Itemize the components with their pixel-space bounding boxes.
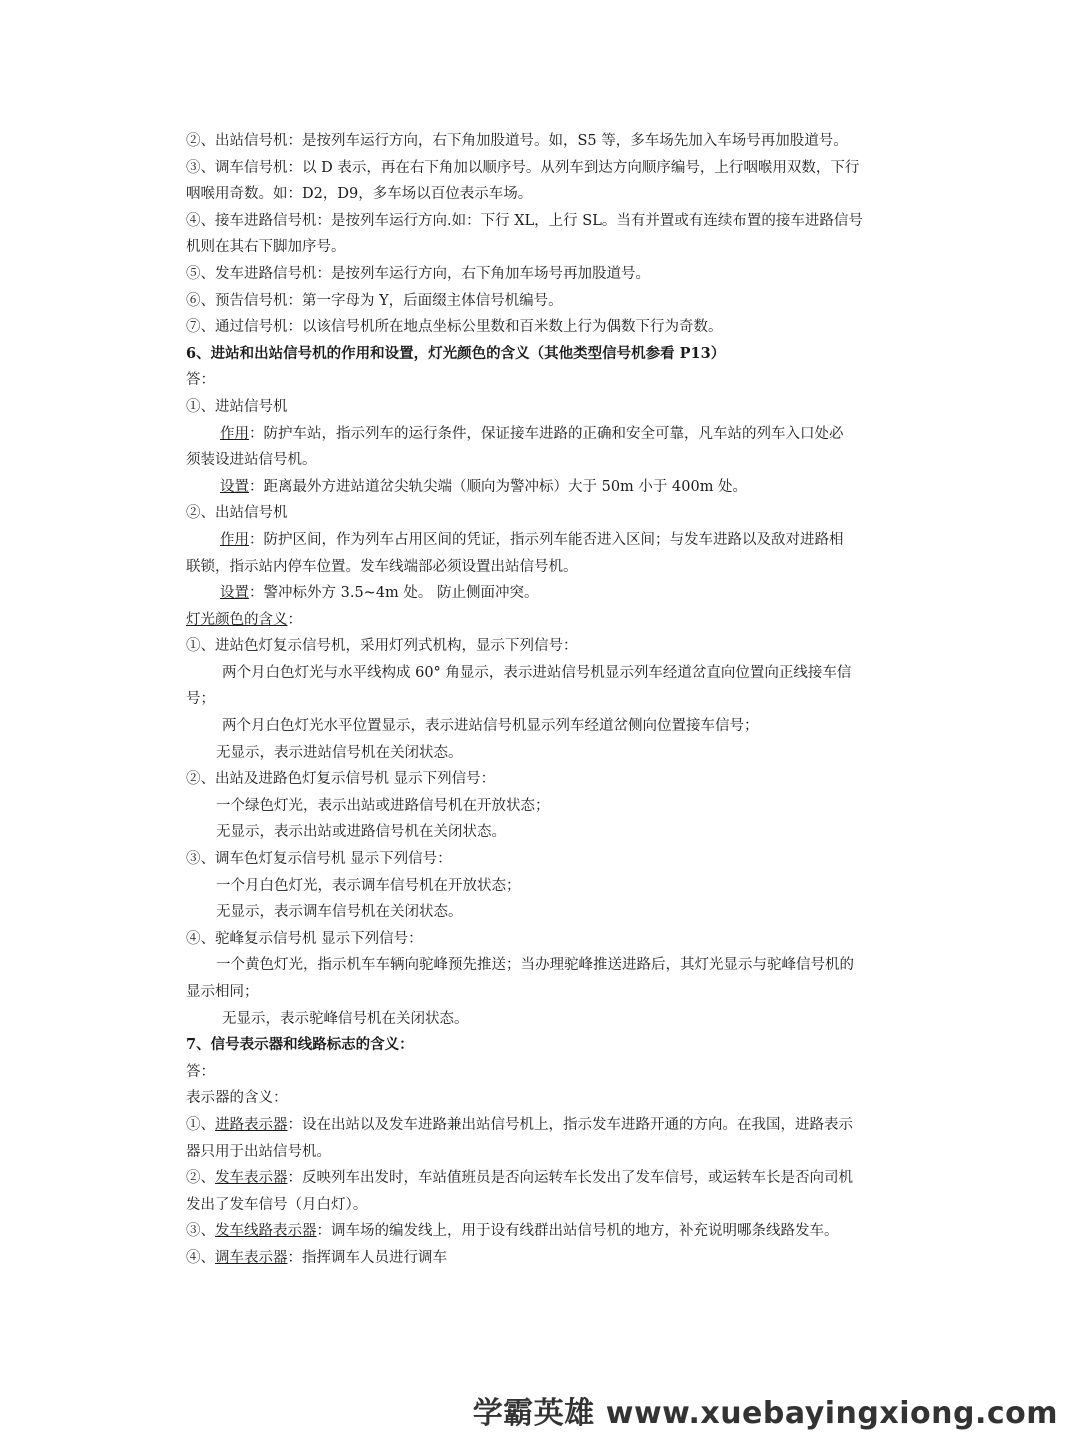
text-line: 发出了发车信号（月白灯）。 [186,1196,368,1213]
departure-track-indicator [186,1218,901,1245]
watermark: 学霸英雄 www.xuebayingxiong.com [472,1396,1058,1431]
question-7-heading: 7、信号表示器和线路标志的含义： [186,1036,414,1054]
item-number: ①、 [186,1116,215,1133]
entry-signal-setting [186,474,901,501]
exit-signal-function [186,527,901,554]
term-label: 调车表示器 [215,1249,288,1266]
text-line: 一个绿色灯光，表示出站或进路信号机在开放状态； [216,797,550,814]
light-meaning-heading [186,607,901,634]
exit-signal-title: ②、出站信号机 [186,505,288,522]
term-text: ：指挥调车人员进行调车 [287,1249,447,1266]
text-line: 两个月白色灯光与水平线构成 60° 角显示，表示进站信号机显示列车经道岔直向位置向正线接车信 [222,664,852,681]
text-line: ②、出站及进路色灯复示信号机 显示下列信号： [186,771,496,788]
text-line: 无显示，表示调车信号机在关闭状态。 [216,904,463,921]
route-indicator [186,1112,901,1139]
text-line: 机则在其右下脚加序号。 [186,239,346,256]
shunting-indicator [186,1245,901,1272]
setting-text: ：距离最外方进站道岔尖轨尖端（顺向为警冲标）大于 50m 小于 400m 处。 [249,478,748,495]
term-label: 进路表示器 [215,1116,288,1133]
term-label: 发车线路表示器 [215,1223,317,1240]
function-text: ：防护车站，指示列车的运行条件，保证接车进路的正确和安全可靠，凡车站的列车入口处必 [249,425,844,442]
answer-label: 答： [186,1063,215,1080]
text-line: ①、进站色灯复示信号机，采用灯列式机构，显示下列信号： [186,638,578,655]
item-number: ④、 [186,1249,215,1266]
term-label: 发车表示器 [215,1170,288,1187]
item-number: ②、 [186,1170,215,1187]
term-text: ：设在出站以及发车进路兼出站信号机上，指示发车进路开通的方向。在我国，进路表示 [287,1116,853,1133]
text-line: ③、调车色灯复示信号机 显示下列信号： [186,851,452,868]
text-line: 两个月白色灯光水平位置显示，表示进站信号机显示列车经道岔侧向位置接车信号； [222,718,759,735]
function-label: 作用 [220,531,249,548]
text-line: 号； [186,691,215,708]
colon: ： [287,611,302,628]
indicator-meaning-title: 表示器的含义： [186,1090,288,1107]
text-line: ⑤、发车进路信号机：是按列车运行方向，右下角加车场号再加股道号。 [186,265,650,282]
text-line: ④、驼峰复示信号机 显示下列信号： [186,930,423,947]
text-line: 一个黄色灯光，指示机车车辆向驼峰预先推送；当办理驼峰推送进路后，其灯光显示与驼峰信号机的 [216,957,854,974]
text-line: 一个月白色灯光，表示调车信号机在开放状态； [216,877,521,894]
document-body [186,128,901,1272]
text-line: ②、出站信号机：是按列车运行方向，右下角加股道号。如，S5 等，多车场先加入车场号再加股道号。 [186,133,848,149]
exit-signal-setting [186,580,901,607]
text-line: 须装设进站信号机。 [186,452,317,469]
question-6-heading: 6、进站和出站信号机的作用和设置，灯光颜色的含义（其他类型信号机参看 P13） [186,344,726,362]
answer-label: 答： [186,372,215,389]
text-line: 联锁，指示站内停车位置。发车线端部必须设置出站信号机。 [186,558,578,575]
function-label: 作用 [220,425,249,442]
function-text: ：防护区间，作为列车占用区间的凭证，指示列车能否进入区间；与发车进路以及敌对进路相 [249,531,844,548]
text-line: ③、调车信号机：以 D 表示，再在右下角加以顺序号。从列车到达方向顺序编号，上行咽喉用双数，下行 [186,159,860,176]
item-number: ③、 [186,1223,215,1240]
setting-text: ：警冲标外方 3.5~4m 处。 防止侧面冲突。 [249,585,539,602]
light-meaning-label: 灯光颜色的含义 [186,611,288,628]
text-line: 咽喉用奇数。如：D2，D9，多车场以百位表示车场。 [186,186,533,203]
term-text: ：调车场的编发线上，用于设有线群出站信号机的地方，补充说明哪条线路发车。 [316,1223,839,1240]
entry-signal-title: ①、进站信号机 [186,398,288,415]
term-text: ：反映列车出发时，车站值班员是否向运转车长发出了发车信号，或运转车长是否向司机 [287,1170,853,1187]
text-line: 无显示，表示驼峰信号机在关闭状态。 [222,1010,469,1027]
text-line: 无显示，表示进站信号机在关闭状态。 [216,744,463,761]
setting-label: 设置 [220,478,249,495]
text-line: 显示相同； [186,984,259,1000]
text-line: ⑥、预告信号机：第一字母为 Y，后面缀主体信号机编号。 [186,292,563,309]
text-line: 器只用于出站信号机。 [186,1143,331,1160]
text-line: ⑦、通过信号机：以该信号机所在地点坐标公里数和百米数上行为偶数下行为奇数。 [186,319,723,336]
departure-indicator [186,1165,901,1192]
entry-signal-function [186,421,901,448]
text-line: ④、接车进路信号机：是按列车运行方向.如：下行 XL，上行 SL。当有并置或有连续布置的接车进路信号 [186,212,863,229]
text-line: 无显示，表示出站或进路信号机在关闭状态。 [216,824,506,841]
setting-label: 设置 [220,585,249,602]
